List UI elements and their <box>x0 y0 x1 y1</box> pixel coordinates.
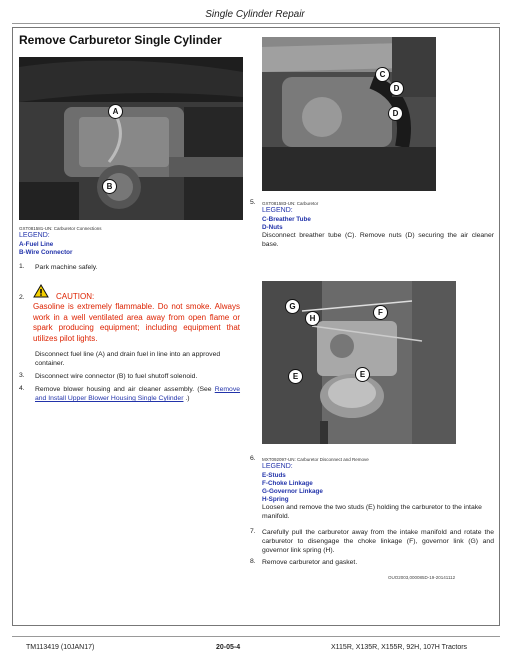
header-divider <box>12 23 500 24</box>
step-text: Loosen and remove the two studs (E) holding the carburetor to the intake manifold. <box>262 504 482 520</box>
footer-models: X115R, X135R, X155R, 92H, 107H Tractors <box>331 644 468 651</box>
callout-c: C <box>375 67 390 82</box>
blower-housing-link[interactable]: Remove and Install Upper Blower Housing Single Cylinder <box>35 386 241 402</box>
footer-divider <box>12 636 500 637</box>
callout-d: D <box>389 81 404 96</box>
step-text: Remove carburetor and gasket. <box>262 559 358 566</box>
caution-label: CAUTION: <box>56 292 95 301</box>
legend-label: LEGEND: <box>262 207 293 214</box>
warning-icon <box>33 284 49 303</box>
figure-id: MXT092097-UN: Carburetor Disconnect and Remove <box>262 457 369 462</box>
legend-item: E-Studs <box>262 472 286 479</box>
carburetor-disconnect-photo <box>262 281 456 444</box>
reference-code: OUO2003,000085D-19-20141112 <box>388 575 456 580</box>
warning-triangle-icon <box>33 284 49 298</box>
callout-e: E <box>355 367 370 382</box>
legend-label: LEGEND: <box>19 232 50 239</box>
step-number: 7. <box>250 528 256 535</box>
callout-g: G <box>285 299 300 314</box>
step-text: Disconnect fuel line (A) and drain fuel in line into an approved container. <box>35 351 221 367</box>
step-number: 2. <box>19 294 25 301</box>
figure-id: GXT081583-UN: Carburetor <box>262 201 319 206</box>
step-text-after: .) <box>185 395 190 402</box>
carburetor-connections-illustration <box>19 57 243 220</box>
page-header-title: Single Cylinder Repair <box>205 9 305 20</box>
legend-item: D-Nuts <box>262 224 283 231</box>
callout-h: H <box>305 311 320 326</box>
caution-text: Gasoline is extremely flammable. Do not smoke. Always work in a well ventilated area away from open flame or spark producing equipment; including equipment that utilizes pilot lights. <box>33 302 240 343</box>
step-number: 4. <box>19 385 25 392</box>
step-number: 6. <box>250 455 256 462</box>
legend-item: B-Wire Connector <box>19 249 73 256</box>
carburetor-connections-photo <box>19 57 243 220</box>
step-text: Disconnect wire connector (B) to fuel shutoff solenoid. <box>35 373 198 380</box>
callout-e: E <box>288 369 303 384</box>
step-number: 1. <box>19 263 25 270</box>
step-number: 8. <box>250 558 256 565</box>
footer-manual-id: TM113419 (10JAN17) <box>26 644 95 651</box>
carburetor-photo <box>262 37 436 191</box>
legend-item: H-Spring <box>262 496 289 503</box>
legend-item: A-Fuel Line <box>19 241 54 248</box>
carburetor-illustration <box>262 37 436 191</box>
step-text-before: Remove blower housing and air cleaner assembly. (See <box>35 386 212 393</box>
footer-page-number: 20-05-4 <box>216 644 241 651</box>
section-title: Remove Carburetor Single Cylinder <box>19 33 222 47</box>
figure-id: GXT081581-UN: Carburetor Connections <box>19 226 102 231</box>
step-text: Disconnect breather tube (C). Remove nuts (D) securing the air cleaner base. <box>262 232 494 248</box>
legend-item: C-Breather Tube <box>262 216 311 223</box>
step-number: 5. <box>250 199 256 206</box>
callout-a: A <box>108 104 123 119</box>
step-number: 3. <box>19 372 25 379</box>
legend-item: G-Governor Linkage <box>262 488 323 495</box>
step-text: Park machine safely. <box>35 264 98 271</box>
legend-label: LEGEND: <box>262 463 293 470</box>
callout-d: D <box>388 106 403 121</box>
callout-b: B <box>102 179 117 194</box>
step-text <box>35 385 240 403</box>
legend-item: F-Choke Linkage <box>262 480 313 487</box>
step-text: Carefully pull the carburetor away from the intake manifold and rotate the carburetor to disengage the choke linkage (F), governor link (G) and governor link spring (H). <box>262 529 494 554</box>
callout-f: F <box>373 305 388 320</box>
